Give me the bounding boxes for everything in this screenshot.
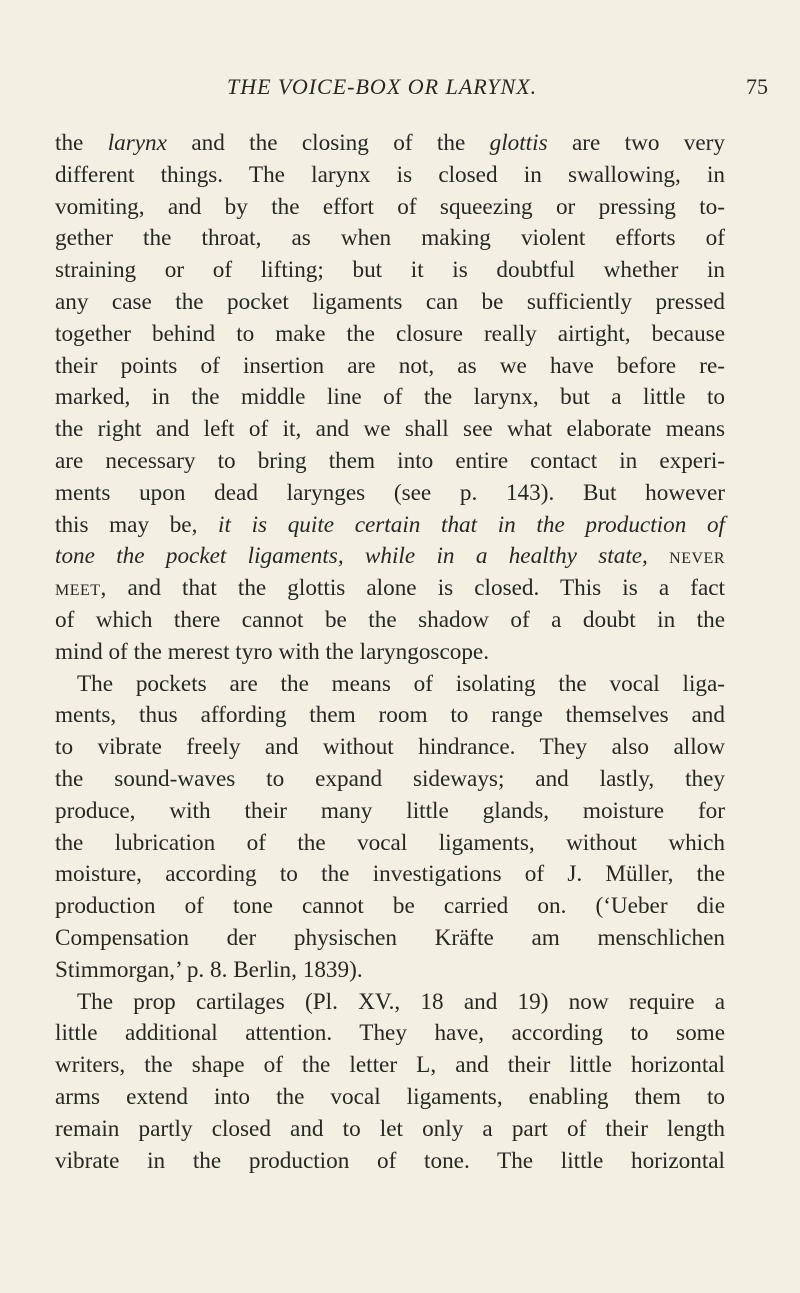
running-title: THE VOICE-BOX OR LARYNX.: [227, 74, 538, 99]
text-segment: marked, in the middle line of the larynx, but a little to: [55, 384, 725, 411]
text-line: [55, 796, 725, 828]
text-segment: of which there cannot be the shadow of a doubt in the: [55, 606, 725, 633]
text-segment: remain partly closed and to let only a part of their length: [55, 1115, 725, 1142]
text-segment: are necessary to bring them into entire contact in experi-: [55, 447, 725, 474]
text-segment: arms extend into the vocal ligaments, enabling them to: [55, 1083, 725, 1110]
text-segment: and the closing of the: [166, 130, 490, 156]
text-line: [55, 1082, 725, 1114]
text-line: [55, 891, 725, 923]
page-number: 75: [746, 74, 768, 99]
text-line: [55, 923, 725, 955]
text-line: [55, 1114, 725, 1146]
text-segment: gether the throat, as when making violent efforts of: [55, 225, 725, 252]
text-segment: meet: [55, 575, 101, 602]
text-segment: different things. The larynx is closed in swallowing, in: [55, 161, 725, 188]
text-line: [55, 192, 725, 224]
text-line: [55, 351, 725, 383]
text-line: [55, 764, 725, 796]
text-line: [55, 478, 725, 510]
text-line: [55, 446, 725, 478]
text-segment: , and that the glottis alone is closed. This is a fact: [100, 575, 725, 602]
text-segment: together behind to make the closure really airtight, because: [55, 320, 725, 347]
text-line: [55, 160, 725, 192]
text-segment: straining or of lifting; but it is doubtful whether in: [55, 257, 725, 284]
text-segment: any case the pocket ligaments can be sufficiently pressed: [55, 288, 725, 315]
text-segment: their points of insertion are not, as we have before re-: [55, 352, 725, 379]
text-line: [55, 1050, 725, 1082]
text-line: [55, 700, 725, 732]
text-segment: little additional attention. They have, according to some: [55, 1020, 725, 1047]
text-line: [55, 987, 725, 1019]
text-line: [55, 382, 725, 414]
text-segment: [648, 543, 669, 569]
text-line: [55, 414, 725, 446]
text-line: [55, 287, 725, 319]
text-segment: production of tone cannot be carried on. (‘Ueber die: [55, 893, 725, 920]
text-segment: Compensation der physischen Kräfte am menschlichen: [55, 924, 725, 951]
text-segment: writers, the shape of the letter L, and their little horizontal: [55, 1052, 725, 1079]
text-line: [55, 637, 725, 669]
text-line: [55, 541, 725, 573]
text-segment: mind of the merest tyro with the laryngoscope.: [55, 638, 490, 665]
text-segment: the right and left of it, and we shall see what elaborate means: [55, 416, 725, 443]
text-segment: larynx: [107, 130, 167, 156]
text-segment: vibrate in the production of tone. The little horizontal: [55, 1147, 725, 1174]
text-segment: the lubrication of the vocal ligaments, without which: [55, 829, 725, 856]
text-line: [55, 510, 725, 542]
text-segment: this may be,: [55, 511, 219, 538]
text-segment: ments, thus affording them room to range themselves and: [55, 702, 725, 729]
text-line: [55, 732, 725, 764]
text-segment: vomiting, and by the effort of squeezing or pressing to-: [55, 193, 725, 220]
text-line: [55, 1018, 725, 1050]
text-line: [55, 573, 725, 605]
text-line: [55, 1146, 725, 1178]
text-line: [55, 859, 725, 891]
text-line: [55, 605, 725, 637]
text-segment: Stimmorgan,’ p. 8. Berlin, 1839).: [55, 956, 363, 983]
text-segment: are two very: [547, 130, 725, 156]
text-line: [55, 223, 725, 255]
text-segment: The pockets are the means of isolating the vocal liga-: [77, 670, 725, 697]
text-segment: it is quite certain that in the production of: [218, 511, 725, 538]
text-segment: moisture, according to the investigations of J. Müller, the: [55, 861, 725, 888]
text-segment: the sound-waves to expand sideways; and lastly, they: [55, 765, 725, 792]
text-segment: the: [55, 130, 108, 156]
text-segment: ments upon dead larynges (see p. 143). But however: [55, 479, 725, 506]
text-line: [55, 955, 725, 987]
text-line: [55, 319, 725, 351]
text-segment: glottis: [489, 130, 548, 156]
text-line: [55, 128, 725, 160]
text-segment: to vibrate freely and without hindrance. They also allow: [55, 734, 725, 761]
text-segment: produce, with their many little glands, moisture for: [55, 797, 725, 824]
text-line: [55, 669, 725, 701]
text-line: [55, 255, 725, 287]
text-segment: tone the pocket ligaments, while in a healthy state,: [55, 543, 648, 570]
body-text: [55, 128, 725, 1177]
text-segment: The prop cartilages (Pl. XV., 18 and 19) now require a: [77, 988, 725, 1015]
text-segment: never: [669, 543, 725, 570]
text-line: [55, 828, 725, 860]
